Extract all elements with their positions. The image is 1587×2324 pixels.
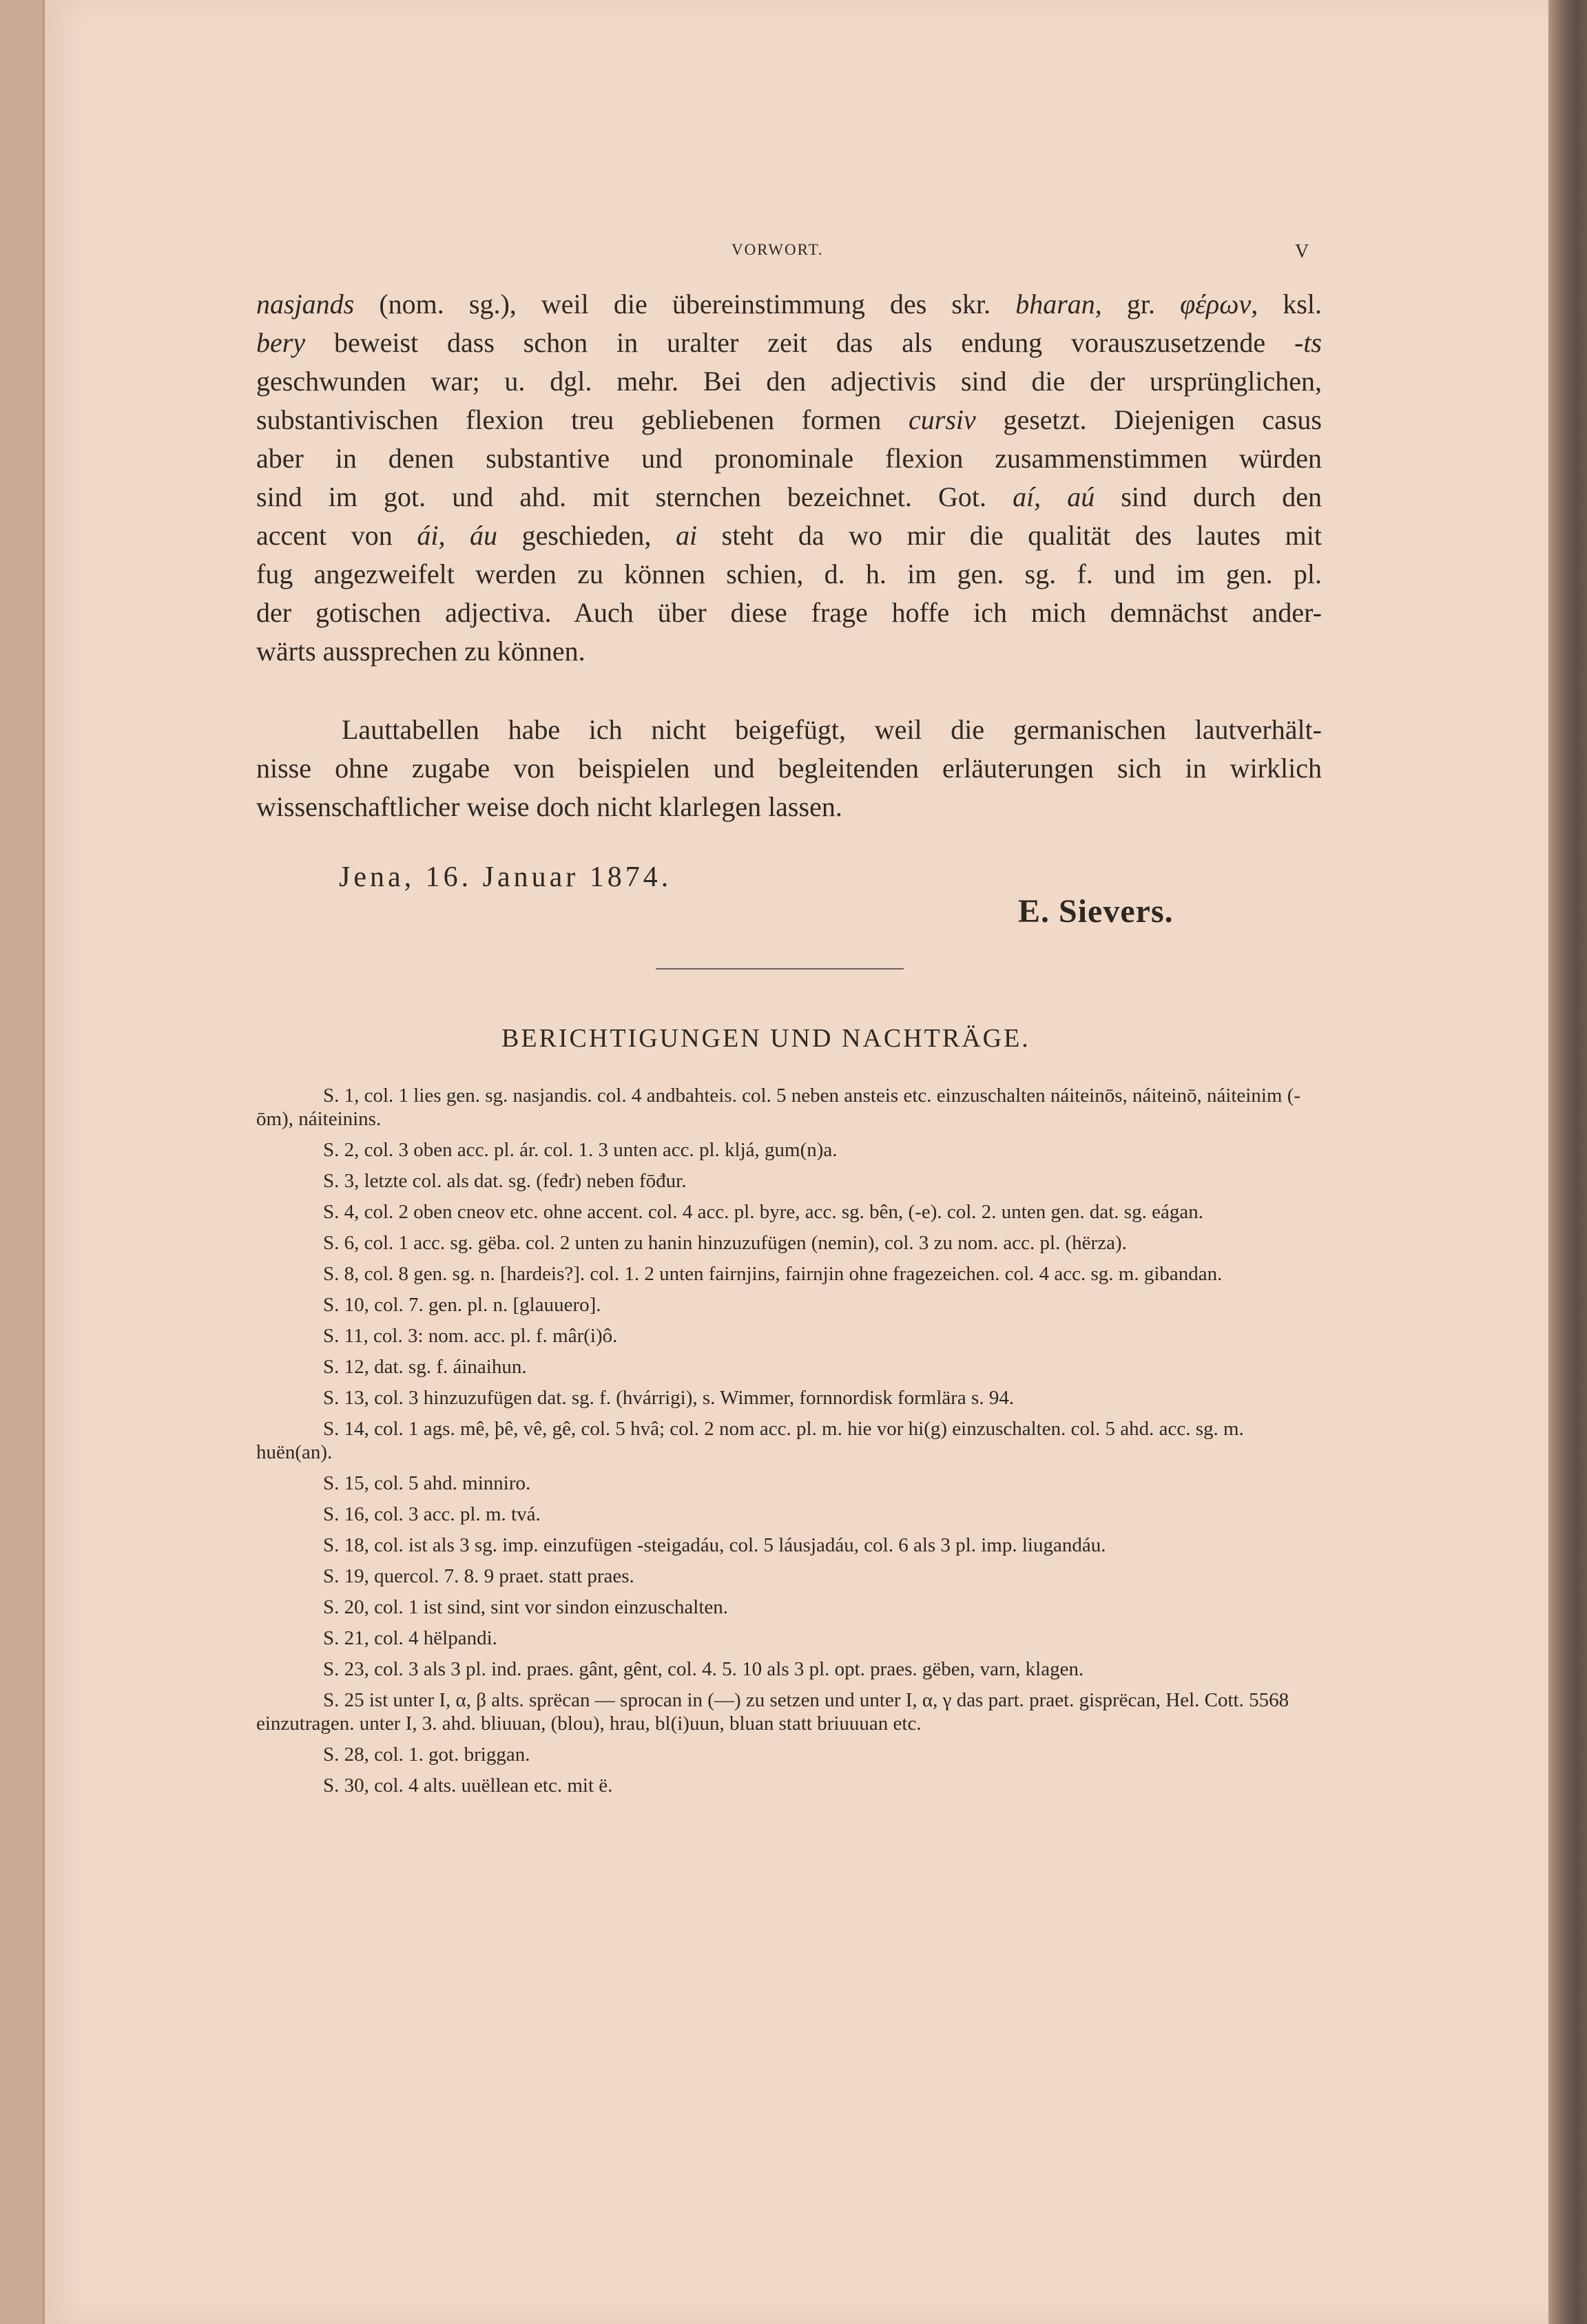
text-line	[256, 788, 1322, 826]
italic-segment: φέρων,	[1180, 289, 1258, 320]
errata-list	[256, 1084, 1310, 1805]
errata-entry: S. 2, col. 3 oben acc. pl. ár. col. 1. 3 unten acc. pl. kljá, gum(n)a.	[323, 1139, 838, 1161]
text-segment: Lauttabellen habe ich nicht beigefügt, weil die germanischen lautverhält-	[342, 714, 1322, 745]
text-segment: fug angezweifelt werden zu können schien, d. h. im gen. sg. f. und im gen. pl.	[256, 558, 1322, 589]
errata-entry: S. 28, col. 1. got. briggan.	[323, 1744, 530, 1766]
errata-entry: S. 18, col. ist als 3 sg. imp. einzufügen -steigadáu, col. 5 láusjadáu, col. 6 als 3 pl. imp. liugandáu.	[323, 1534, 1106, 1556]
text-segment: wärts aussprechen zu können.	[256, 636, 585, 667]
errata-entry: S. 16, col. 3 acc. pl. m. tvá.	[323, 1503, 541, 1525]
running-head: VORWORT.	[732, 241, 824, 258]
errata-entry: S. 4, col. 2 oben cneov etc. ohne accent. col. 4 acc. pl. byre, acc. sg. bên, (-e). col. 2. unten gen. dat. sg. eágan.	[323, 1201, 1203, 1223]
italic-segment: aí, aú	[1013, 481, 1095, 512]
text-segment: ksl.	[1258, 289, 1322, 320]
errata-entry: S. 15, col. 5 ahd. minniro.	[323, 1472, 531, 1494]
text-segment: sind im got. und ahd. mit sternchen bezeichnet. Got.	[256, 481, 1013, 512]
page-number: V	[1295, 241, 1309, 262]
errata-entry: S. 10, col. 7. gen. pl. n. [glauuero].	[323, 1294, 601, 1316]
errata-entry: S. 12, dat. sg. f. áinaihun.	[323, 1356, 527, 1378]
text-segment: gesetzt. Diejenigen casus	[975, 404, 1322, 435]
text-line	[256, 324, 1322, 362]
errata-entry: S. 21, col. 4 hëlpandi.	[323, 1627, 497, 1649]
text-segment: gr.	[1101, 289, 1181, 320]
errata-entry: S. 3, letzte col. als dat. sg. (feđr) neben fōđur.	[323, 1170, 687, 1192]
errata-entry: S. 20, col. 1 ist sind, sint vor sindon einzuschalten.	[323, 1596, 729, 1618]
italic-segment: ái, áu	[417, 520, 498, 551]
preface-paragraph-1	[256, 285, 1322, 671]
errata-entry: S. 19, quercol. 7. 8. 9 praet. statt praes.	[323, 1565, 634, 1587]
text-line	[256, 439, 1322, 478]
text-line	[256, 285, 1322, 324]
text-line	[256, 632, 1322, 671]
errata-entry: S. 30, col. 4 alts. uuëllean etc. mit ë.	[323, 1775, 613, 1797]
book-edge	[1548, 0, 1587, 2324]
errata-entry: S. 25 ist unter I, α, β alts. sprëcan — sprocan in (—) zu setzen und unter I, α, γ das part. praet. gisprëcan, Hel. Cott. 5568 einzutragen. unter I, 3. ahd. bliuuan, (blou), hrau, bl(i)uun, bluan statt briuuuan etc.	[256, 1689, 1289, 1735]
text-segment: (nom. sg.), weil die übereinstimmung des skr.	[354, 289, 1016, 320]
italic-segment: cursiv	[909, 404, 976, 435]
text-line	[256, 362, 1322, 401]
errata-entry: S. 11, col. 3: nom. acc. pl. f. mâr(i)ô.	[323, 1325, 618, 1347]
text-line	[256, 555, 1322, 594]
text-segment: steht da wo mir die qualität des lautes mit	[697, 520, 1322, 551]
text-segment: wissenschaftlicher weise doch nicht klarlegen lassen.	[256, 791, 842, 822]
errata-entry: S. 6, col. 1 acc. sg. gëba. col. 2 unten zu hanin hinzuzufügen (nemin), col. 3 zu nom. acc. pl. (hërza).	[323, 1232, 1127, 1254]
page-gutter-shadow	[0, 0, 43, 2324]
text-segment: aber in denen substantive und pronominale flexion zusammenstimmen würden	[256, 443, 1322, 474]
text-segment: geschieden,	[497, 520, 676, 551]
errata-entry: S. 13, col. 3 hinzuzufügen dat. sg. f. (hvárrigi), s. Wimmer, fornnordisk formlära s. 94.	[323, 1387, 1015, 1409]
text-line	[256, 401, 1322, 439]
text-line	[256, 478, 1322, 516]
italic-segment: -ts	[1294, 327, 1322, 358]
text-segment: accent von	[256, 520, 417, 551]
text-segment: nisse ohne zugabe von beispielen und begleitenden erläuterungen sich in wirklich	[256, 753, 1322, 784]
text-segment: der gotischen adjectiva. Auch über diese frage hoffe ich mich demnächst ander-	[256, 597, 1322, 628]
italic-segment: ai	[675, 520, 698, 551]
place-date: Jena, 16. Januar 1874.	[339, 861, 672, 893]
author-signature: E. Sievers.	[1018, 893, 1174, 930]
italic-segment: bharan,	[1015, 289, 1102, 320]
page-fold-line	[43, 0, 45, 2324]
section-divider	[656, 968, 904, 970]
italic-segment: nasjands	[256, 289, 355, 320]
preface-paragraph-2	[256, 711, 1322, 826]
errata-title: BERICHTIGUNGEN UND NACHTRÄGE.	[501, 1024, 1030, 1053]
errata-entry: S. 23, col. 3 als 3 pl. ind. praes. gânt, gênt, col. 4. 5. 10 als 3 pl. opt. praes. gëben, varn, klagen.	[323, 1658, 1084, 1680]
text-segment: beweist dass schon in uralter zeit das als endung vorauszusetzende	[305, 327, 1294, 358]
text-line	[256, 594, 1322, 632]
errata-entry: S. 8, col. 8 gen. sg. n. [hardeis?]. col. 1. 2 unten fairnjins, fairnjin ohne fragezeichen. col. 4 acc. sg. m. gibandan.	[323, 1263, 1223, 1285]
italic-segment: bery	[256, 327, 306, 358]
errata-entry: S. 14, col. 1 ags. mê, þê, vê, gê, col. 5 hvâ; col. 2 nom acc. pl. m. hie vor hi(g) einzuschalten. col. 5 ahd. acc. sg. m. huën(an).	[256, 1418, 1244, 1463]
text-segment: substantivischen flexion treu gebliebenen formen	[256, 404, 909, 435]
text-line	[256, 749, 1322, 788]
text-line	[256, 711, 1322, 749]
errata-entry: S. 1, col. 1 lies gen. sg. nasjandis. col. 4 andbahteis. col. 5 neben ansteis etc. einzuschalten náiteinōs, náiteinō, náiteinim (-ōm), náiteinins.	[256, 1085, 1301, 1130]
text-line	[256, 516, 1322, 555]
text-segment: sind durch den	[1095, 481, 1322, 512]
text-segment: geschwunden war; u. dgl. mehr. Bei den adjectivis sind die der ursprünglichen,	[256, 366, 1322, 397]
